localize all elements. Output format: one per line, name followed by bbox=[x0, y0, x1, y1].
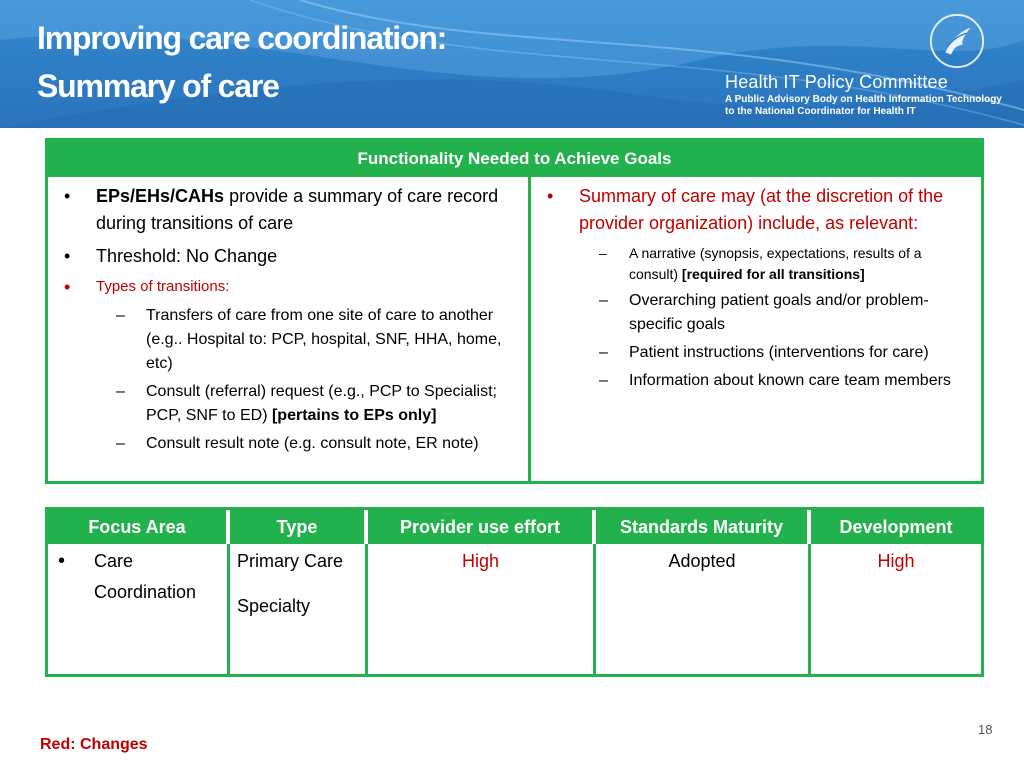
bullet-icon: • bbox=[58, 550, 66, 572]
sub-list-item: – A narrative (synopsis, expectations, results of a consult) [required for all transitions] bbox=[539, 243, 973, 285]
cell-development: High bbox=[877, 551, 915, 571]
bullet-icon: • bbox=[64, 277, 71, 297]
bullet-icon: • bbox=[64, 246, 71, 266]
title-line-2: Summary of care bbox=[37, 68, 279, 104]
cell-type: Primary Care Specialty bbox=[230, 544, 368, 674]
table-row bbox=[48, 544, 981, 674]
header-banner bbox=[0, 0, 1024, 128]
cell-standards-maturity: Adopted bbox=[596, 544, 811, 674]
focus-area-table bbox=[45, 507, 984, 677]
legend-red-changes: Red: Changes bbox=[40, 736, 148, 753]
sub-list-item: – Consult result note (e.g. consult note, ER note) bbox=[56, 432, 520, 456]
org-subtitle-line-1: A Public Advisory Body on Health Information Technology bbox=[725, 94, 1002, 105]
dash-icon: – bbox=[599, 292, 608, 309]
sub-list-item: – Consult (referral) request (e.g., PCP to Specialist; PCP, SNF to ED) [pertains to EPs only] bbox=[56, 380, 520, 428]
list-item: • Threshold: No Change bbox=[56, 243, 520, 270]
hhs-eagle-logo-icon bbox=[928, 12, 986, 70]
functionality-right-column bbox=[531, 177, 981, 481]
title-line-1: Improving care coordination: bbox=[37, 20, 447, 56]
dash-icon: – bbox=[116, 435, 125, 452]
functionality-table bbox=[45, 138, 984, 484]
dash-icon: – bbox=[599, 344, 608, 361]
dash-icon: – bbox=[116, 307, 125, 324]
list-item: • Summary of care may (at the discretion of the provider organization) include, as relevant: bbox=[539, 183, 973, 237]
functionality-heading: Functionality Needed to Achieve Goals bbox=[48, 141, 981, 177]
sub-list-item: – Patient instructions (interventions for care) bbox=[539, 341, 973, 365]
header-provider-use-effort: Provider use effort bbox=[368, 510, 596, 544]
header-standards-maturity: Standards Maturity bbox=[596, 510, 811, 544]
focus-table-header bbox=[48, 510, 981, 544]
page-number: 18 bbox=[978, 722, 993, 737]
list-item: • Types of transitions: bbox=[56, 276, 520, 298]
dash-icon: – bbox=[599, 245, 607, 261]
sub-list-item: – Information about known care team members bbox=[539, 369, 973, 393]
sub-list-item: – Overarching patient goals and/or problem-specific goals bbox=[539, 289, 973, 337]
dash-icon: – bbox=[599, 372, 608, 389]
bullet-icon: • bbox=[547, 186, 554, 206]
dash-icon: – bbox=[116, 383, 125, 400]
header-focus-area: Focus Area bbox=[48, 510, 230, 544]
header-development: Development bbox=[839, 517, 953, 537]
org-name: Health IT Policy Committee bbox=[725, 72, 948, 92]
cell-focus-area: • Care Coordination bbox=[48, 544, 230, 674]
org-subtitle-line-2: to the National Coordinator for Health IT bbox=[725, 106, 916, 117]
functionality-left-column bbox=[48, 177, 531, 481]
cell-provider-use-effort: High bbox=[368, 544, 596, 674]
slide-title bbox=[37, 14, 597, 110]
sub-list-item: – Transfers of care from one site of care to another (e.g.. Hospital to: PCP, hospital, SNF, HHA, home, etc) bbox=[56, 304, 520, 376]
header-type: Type bbox=[230, 510, 368, 544]
bullet-icon: • bbox=[64, 186, 71, 206]
list-item: • EPs/EHs/CAHs provide a summary of care record during transitions of care bbox=[56, 183, 520, 237]
org-subtitle bbox=[725, 94, 1015, 118]
